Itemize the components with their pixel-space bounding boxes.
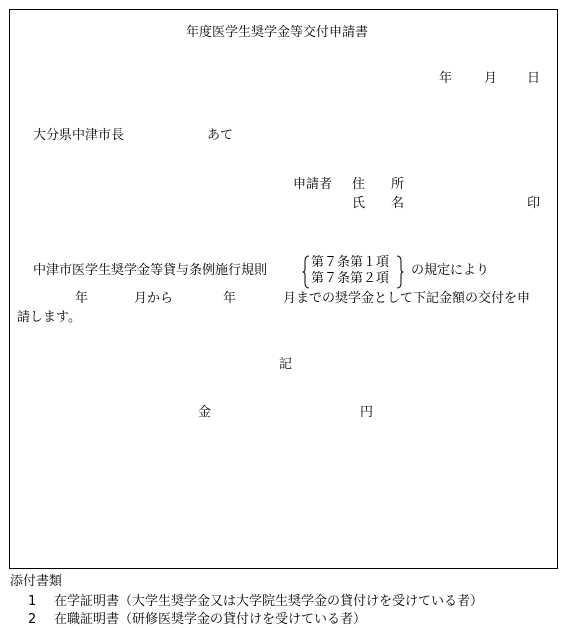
form-title: 年度医学生奨学金等交付申請書 xyxy=(186,25,369,40)
ki-mark: 記 xyxy=(279,357,293,372)
date-month-label: 月 xyxy=(484,71,498,86)
provision-suffix: の規定により xyxy=(411,263,490,278)
period-from: 月から xyxy=(134,291,174,306)
seal-mark: 印 xyxy=(527,196,541,211)
attachment-item-1: 在学証明書（大学生奨学金又は大学院生奨学金の貸付けを受けている者） xyxy=(54,594,484,609)
attachment-number-1: 1 xyxy=(28,594,37,609)
amount-unit: 円 xyxy=(360,405,374,420)
period-to: 月までの奨学金として下記金額の交付を申 xyxy=(283,291,531,306)
form-frame xyxy=(9,9,558,569)
date-year-label: 年 xyxy=(439,71,453,86)
clause-option-1: 第７条第１項 xyxy=(311,255,390,270)
attachment-number-2: 2 xyxy=(28,612,37,627)
name-label: 氏 名 xyxy=(352,196,405,211)
addressee-name: 大分県中津市長 xyxy=(33,128,125,143)
period-year-2: 年 xyxy=(223,291,237,306)
address-label: 住 所 xyxy=(352,177,405,192)
date-day-label: 日 xyxy=(527,71,541,86)
clause-brace-group xyxy=(302,255,404,289)
left-brace-icon xyxy=(302,255,310,289)
period-year-1: 年 xyxy=(75,291,89,306)
amount-label: 金 xyxy=(198,405,212,420)
attachment-item-2: 在職証明書（研修医奨学金の貸付けを受けている者） xyxy=(54,612,367,627)
regulation-name: 中津市医学生奨学金等貸与条例施行規則 xyxy=(33,263,268,278)
attachments-heading: 添付書類 xyxy=(10,574,63,589)
applicant-label: 申請者 xyxy=(293,177,333,192)
addressee-suffix: あて xyxy=(207,128,234,143)
right-brace-icon xyxy=(396,255,404,289)
clause-option-2: 第７条第２項 xyxy=(311,271,390,286)
body-line-3: 請します。 xyxy=(17,310,81,325)
